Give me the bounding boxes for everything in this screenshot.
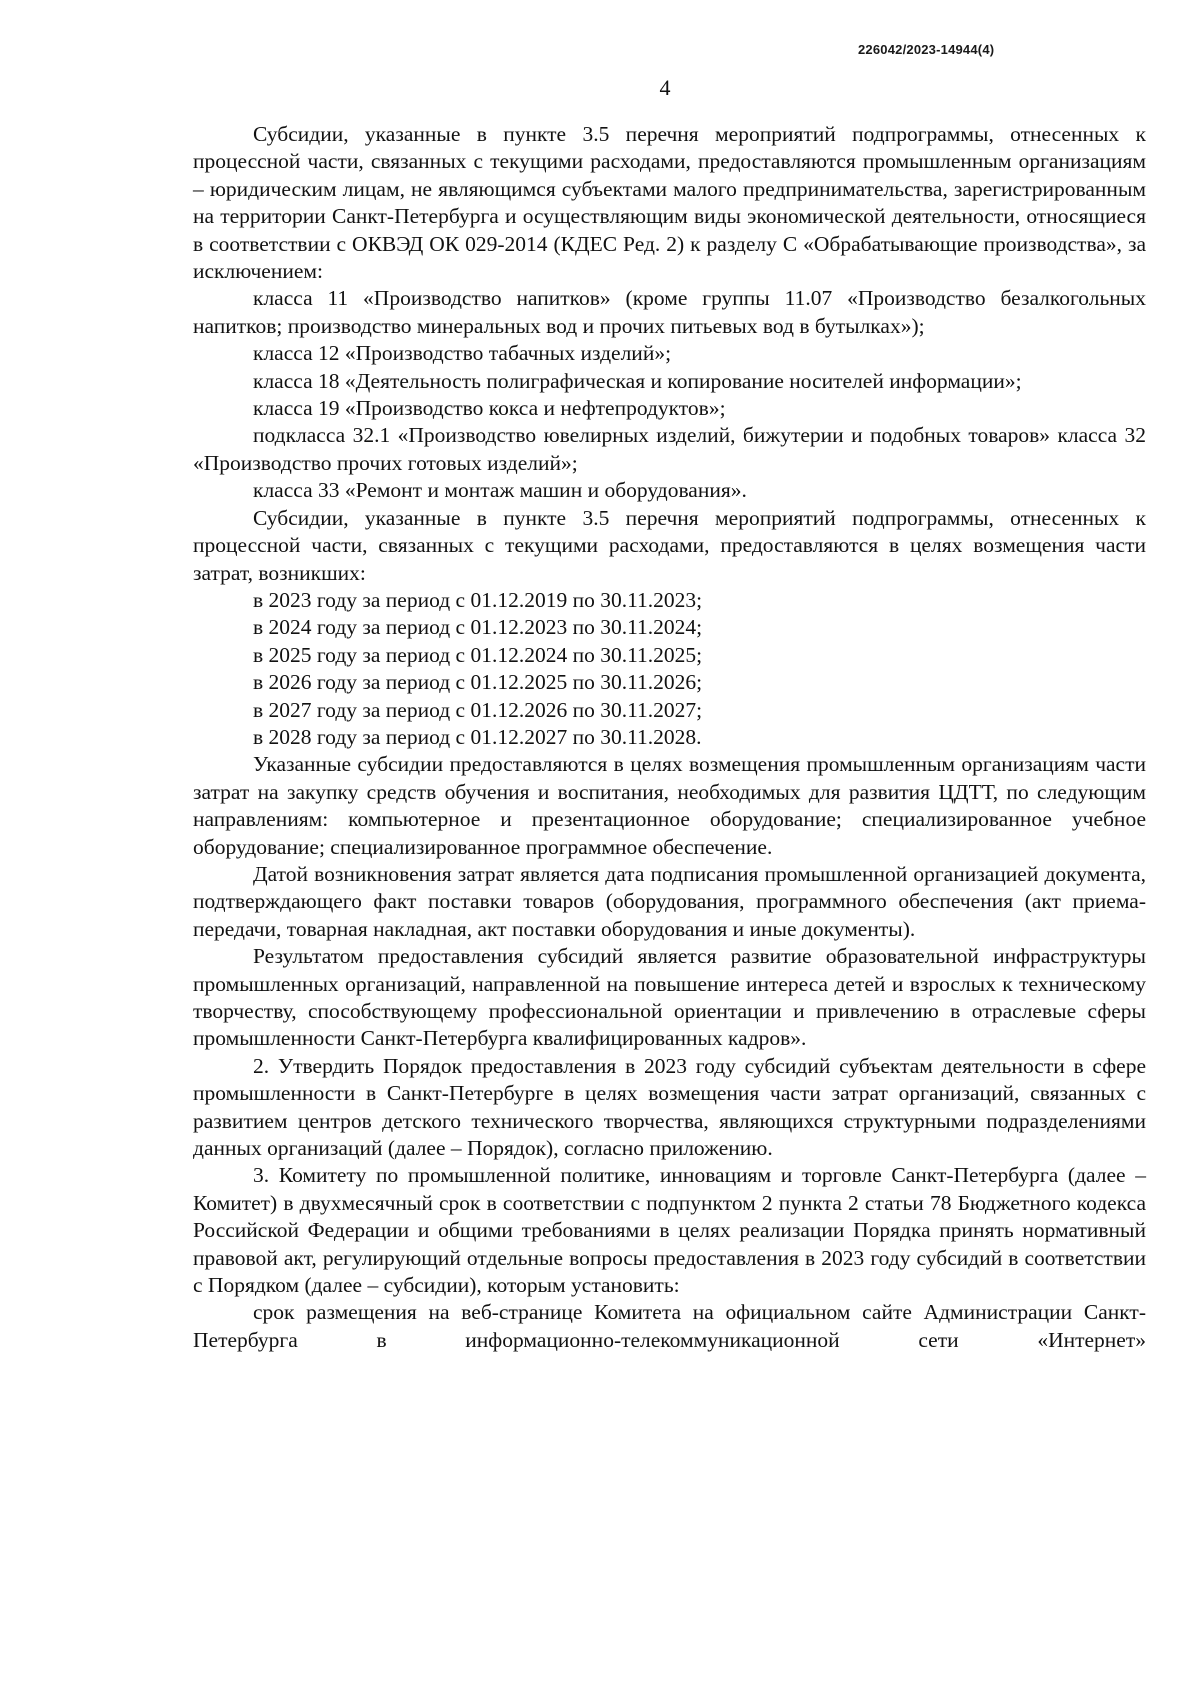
period-2025: в 2025 году за период с 01.12.2024 по 30.11.2025;: [253, 642, 703, 667]
period-2027: в 2027 году за период с 01.12.2026 по 30.11.2027;: [253, 697, 703, 722]
paragraph-subsidy-directions: Указанные субсидии предоставляются в целях возмещения промышленным организациям части затрат на закупку средств обучения и воспитания, необходимых для развития ЦДТТ, по следующим направлениям: компьютерное и презентационное оборудование; специализированное учебное оборудование; специализированное программное обеспечение.: [193, 752, 1146, 859]
page-number: 4: [659, 75, 671, 100]
paragraph-class-33: класса 33 «Ремонт и монтаж машин и оборудования».: [253, 478, 747, 503]
paragraph-class-19: класса 19 «Производство кокса и нефтепродуктов»;: [253, 396, 726, 421]
paragraph-class-12: класса 12 «Производство табачных изделий»;: [253, 341, 672, 366]
paragraph-subsidies-recipients: Субсидии, указанные в пункте 3.5 перечня мероприятий подпрограммы, отнесенных к процессной части, связанных с текущими расходами, предоставляются промышленным организациям – юридическим лицам, не являющимся субъектами малого предпринимательства, зарегистрированным на территории Санкт-Петербурга и осуществляющим виды экономической деятельности, относящиеся в соответствии с ОКВЭД ОК 029-2014 (КДЕС Ред. 2) к разделу С «Обрабатывающие производства», за исключением:: [193, 122, 1146, 284]
paragraph-item-3: 3. Комитету по промышленной политике, инновациям и торговле Санкт-Петербурга (далее – Комитет) в двухмесячный срок в соответствии с подпунктом 2 пункта 2 статьи 78 Бюджетного кодекса Российской Федерации и общими требованиями в целях реализации Порядка принять нормативный правовой акт, регулирующий отдельные вопросы предоставления в 2023 году субсидий в соответствии с Порядком (далее – субсидии), которым установить:: [193, 1163, 1146, 1298]
period-2023: в 2023 году за период с 01.12.2019 по 30.11.2023;: [253, 587, 703, 612]
paragraph-class-11: класса 11 «Производство напитков» (кроме группы 11.07 «Производство безалкогольных напитков; производство минеральных вод и прочих питьевых вод в бутылках»);: [193, 286, 1146, 338]
period-2024: в 2024 году за период с 01.12.2023 по 30.11.2024;: [253, 615, 703, 640]
paragraph-subsidies-purpose: Субсидии, указанные в пункте 3.5 перечня мероприятий подпрограммы, отнесенных к процессной части, связанных с текущими расходами, предоставляются в целях возмещения части затрат, возникших:: [193, 505, 1146, 585]
period-2028: в 2028 году за период с 01.12.2027 по 30.11.2028.: [253, 724, 702, 749]
paragraph-subclass-32-1: подкласса 32.1 «Производство ювелирных изделий, бижутерии и подобных товаров» класса 32 «Производство прочих готовых изделий»;: [193, 423, 1146, 475]
paragraph-result: Результатом предоставления субсидий является развитие образовательной инфраструктуры промышленных организаций, направленной на повышение интереса детей и взрослых к техническому творчеству, способствующему профессиональной ориентации и привлечению в отраслевые сферы промышленности Санкт-Петербурга квалифицированных кадров».: [193, 944, 1146, 1051]
paragraph-class-18: класса 18 «Деятельность полиграфическая и копирование носителей информации»;: [253, 368, 1022, 393]
document-id: 226042/2023-14944(4): [858, 42, 995, 57]
document-body: [193, 121, 1146, 1354]
paragraph-posting-deadline: срок размещения на веб-странице Комитета на официальном сайте Администрации Санкт-Петербурга в информационно-телекоммуникационной сети «Интернет»: [193, 1300, 1146, 1352]
paragraph-cost-date: Датой возникновения затрат является дата подписания промышленной организацией документа, подтверждающего факт поставки товаров (оборудования, программного обеспечения (акт приема-передачи, товарная накладная, акт поставки оборудования и иные документы).: [193, 861, 1146, 941]
period-2026: в 2026 году за период с 01.12.2025 по 30.11.2026;: [253, 670, 703, 695]
paragraph-item-2: 2. Утвердить Порядок предоставления в 2023 году субсидий субъектам деятельности в сфере промышленности в Санкт-Петербурге в целях возмещения части затрат организаций, связанных с развитием центров детского технического творчества, являющихся структурными подразделениями данных организаций (далее – Порядок), согласно приложению.: [193, 1053, 1146, 1161]
